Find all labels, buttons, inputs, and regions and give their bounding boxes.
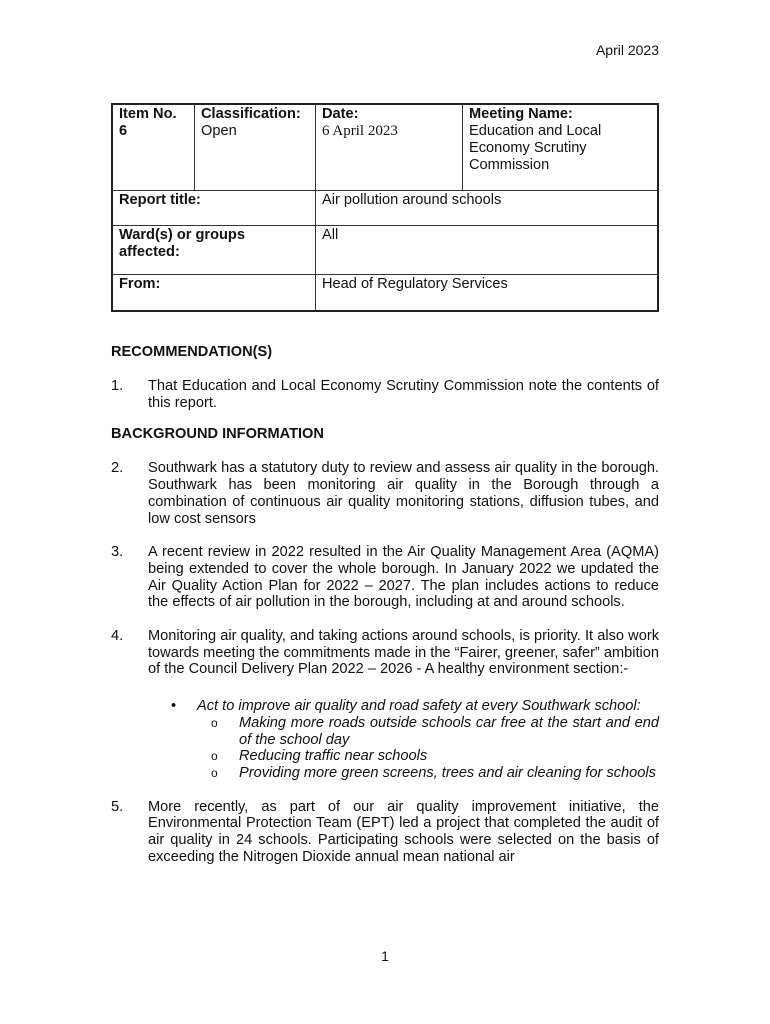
item-number-cell — [112, 104, 195, 191]
table-row — [112, 275, 658, 312]
wards-label: Ward(s) or groups affected: — [112, 226, 316, 275]
meeting-name-cell — [463, 104, 659, 191]
sub-bullet-list — [211, 715, 659, 782]
bullet-text: Making more roads outside schools car free at the start and end of the school day — [239, 714, 659, 748]
date-label: Date: — [322, 106, 359, 122]
paragraph-number: 4. — [111, 628, 124, 645]
recommendations-heading: RECOMMENDATION(S) — [111, 344, 273, 360]
classification-value: Open — [201, 123, 237, 139]
report-body — [111, 344, 659, 865]
paragraph-1 — [111, 378, 659, 411]
paragraph-2 — [111, 460, 659, 527]
paragraph-number: 1. — [111, 378, 124, 394]
circle-bullet-icon: o — [211, 749, 218, 764]
from-value: Head of Regulatory Services — [316, 275, 659, 312]
classification-cell — [195, 104, 316, 191]
paragraph-number: 5. — [111, 798, 124, 815]
header-date: April 2023 — [595, 42, 659, 58]
meeting-name-label: Meeting Name: — [469, 106, 573, 122]
paragraph-3 — [111, 544, 659, 611]
paragraph-number: 2. — [111, 460, 124, 477]
table-row — [112, 104, 658, 191]
list-item — [211, 715, 659, 748]
classification-label: Classification: — [201, 106, 301, 122]
circle-bullet-icon: o — [211, 715, 218, 730]
paragraph-text: Monitoring air quality, and taking actions around schools, is priority. It also work towards meeting the commitments made in the “Fairer, greener, safer” ambition of the Council Delivery Plan 2022 – 2026 - A healthy environment section:- — [148, 628, 660, 678]
date-value: 6 April 2023 — [322, 123, 398, 139]
list-item — [171, 698, 659, 715]
page-number: 1 — [381, 948, 389, 964]
from-label: From: — [112, 275, 316, 312]
bullet-text: Reducing traffic near schools — [239, 748, 428, 765]
bullet-icon: • — [171, 698, 177, 715]
paragraph-text: A recent review in 2022 resulted in the Air Quality Management Area (AQMA) being extended to cover the whole borough. In January 2022 we updated the Air Quality Action Plan for 2022 – 2027. The plan includes actions to reduce the effects of air pollution in the borough, including at and around schools. — [148, 544, 659, 611]
paragraph-text: More recently, as part of our air quality improvement initiative, the Environmental Protection Team (EPT) led a project that completed the audit of air quality in 24 schools. Participating schools were selected on the basis of exceeding the Nitrogen Dioxide annual mean national air — [148, 798, 659, 865]
table-row — [112, 226, 658, 275]
list-item — [211, 748, 659, 765]
table-row — [112, 191, 658, 226]
item-number-value: 6 — [119, 123, 128, 139]
item-number-label: Item No. — [119, 106, 177, 122]
list-item — [211, 765, 659, 782]
paragraph-number: 3. — [111, 544, 124, 561]
paragraph-5 — [111, 799, 659, 866]
date-cell — [316, 104, 463, 191]
bullet-list — [171, 698, 659, 782]
background-heading: BACKGROUND INFORMATION — [111, 426, 324, 443]
paragraph-text: That Education and Local Economy Scrutiny Commission note the contents of this report. — [148, 378, 659, 411]
meeting-name-value: Education and Local Economy Scrutiny Commission — [469, 123, 602, 173]
bullet-text: Providing more green screens, trees and air cleaning for schools — [239, 764, 656, 781]
report-title-value: Air pollution around schools — [316, 191, 659, 226]
circle-bullet-icon: o — [211, 765, 218, 780]
report-metadata-table — [111, 103, 659, 312]
wards-value: All — [316, 226, 659, 275]
paragraph-4 — [111, 628, 659, 678]
report-title-label: Report title: — [112, 191, 316, 226]
bullet-text: Act to improve air quality and road safety at every Southwark school: — [197, 698, 641, 715]
paragraph-text: Southwark has a statutory duty to review and assess air quality in the borough. Southwark has been monitoring air quality in the Borough through a combination of continuous air quality monitoring stations, diffusion tubes, and low cost sensors — [148, 460, 659, 527]
